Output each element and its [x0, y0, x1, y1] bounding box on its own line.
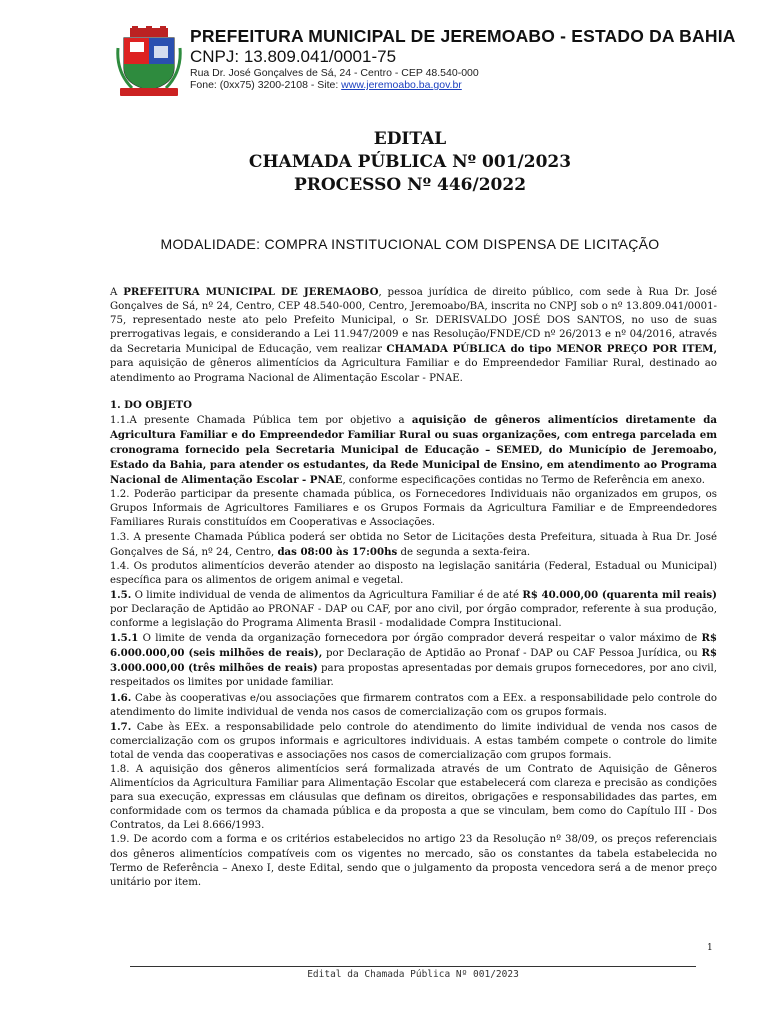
page-number: 1	[707, 943, 713, 953]
section-heading: 1. DO OBJETO	[110, 398, 192, 411]
header-title: PREFEITURA MUNICIPAL DE JEREMOABO - ESTADO DA BAHIA	[190, 26, 736, 46]
paragraph-1-6: 1.6. Cabe às cooperativas e/ou associações que firmarem contratos com a EEx. a responsabilidade pelo controle do atendimento do limite individual de venda nos casos de comercialização com os grupos formais.	[110, 691, 717, 718]
footer-text: Edital da Chamada Pública Nº 001/2023	[307, 969, 519, 980]
letterhead	[116, 26, 736, 96]
header-phone: Fone: (0xx75) 3200-2108 - Site:	[190, 79, 342, 91]
paragraph-1-4: 1.4. Os produtos alimentícios deverão atender ao disposto na legislação sanitária (Federal, Estadual ou Municipal) específica para os alimentos de origem animal e vegetal.	[110, 560, 717, 586]
header-cnpj: CNPJ: 13.809.041/0001-75	[190, 47, 397, 66]
paragraph-1-8: 1.8. A aquisição dos gêneros alimentícios será formalizada através de um Contrato de Aquisição de Gêneros Alimentícios da Agricultura Familiar para Alimentação Escolar que estabelecerá com clareza e precisão as condições para sua execução, expressas em cláusulas que definam os direitos, obrigações e responsabilidades das partes, em conformidade com os termos da chamada pública e da proposta a que se vinculam, bem como do Capítulo III - Dos Contratos, da Lei 8.666/1993.	[110, 764, 717, 832]
intro-paragraph: A PREFEITURA MUNICIPAL DE JEREMAOBO, pessoa jurídica de direito público, com sede à Rua Dr. José Gonçalves de Sá, nº 24, Centro, CEP 48.540-000, Centro, Jeremoabo/BA, inscrita no CNPJ sob o nº 13.809.041/0001-75, representado neste ato pelo Prefeito Municipal, o Sr. DERISVALDO JOSÉ DOS SANTOS, no uso de suas prerrogativas legais, e considerando a Lei 11.947/2009 e nas Resolução/FNDE/CD nº 26/2013 e nº 04/2016, através da Secretaria Municipal de Educação, vem realizar CHAMADA PÚBLICA do tipo MENOR PREÇO POR ITEM, para aquisição de gêneros alimentícios da Agricultura Familiar e do Empreendedor Familiar Rural, destinado ao atendimento ao Programa Nacional de Alimentação Escolar - PNAE.	[110, 286, 717, 384]
header-address: Rua Dr. José Gonçalves de Sá, 24 - Centro - CEP 48.540-000	[190, 67, 479, 79]
title-edital: EDITAL	[373, 129, 447, 149]
header-site-link[interactable]: www.jeremoabo.ba.gov.br	[341, 79, 462, 91]
paragraph-1-9: 1.9. De acordo com a forma e os critérios estabelecidos no artigo 23 da Resolução nº 38/09, os preços referenciais dos gêneros alimentícios compatíveis com os vigentes no mercado, são os constantes da tabela estabelecida no Termo de Referência – Anexo I, deste Edital, sendo que o julgamento da proposta vencedora será a de menor preço unitário por item.	[110, 834, 717, 888]
paragraph-1-5-1: 1.5.1 O limite de venda da organização fornecedora por órgão comprador deverá respeitar o valor máximo de R$ 6.000.000,00 (seis milhões de reais), por Declaração de Aptidão ao Pronaf - DAP ou CAF Pessoa Jurídica, ou R$ 3.000.000,00 (três milhões de reais) para propostas apresentadas por demais grupos fornecedores, por ano civil, respeitados os limites por unidade familiar.	[110, 632, 717, 689]
document-body	[110, 285, 717, 890]
document-titles	[0, 128, 770, 197]
paragraph-1-7: 1.7. Cabe às EEx. a responsabilidade pelo controle do atendimento do limite individual de venda nos casos de comercialização com os grupos informais e agricultores individuais. A estas também compete o controle do limite total de venda das cooperativas e associações nos casos de comercialização com grupos formais.	[110, 720, 717, 761]
paragraph-1-1: 1.1.A presente Chamada Pública tem por objetivo a aquisição de gêneros alimentícios diretamente da Agricultura Familiar e do Empreendedor Familiar Rural ou suas organizações, com entrega parcelada em cronograma fornecido pela Secretaria Municipal de Educação – SEMED, do Município de Jeremoabo, Estado da Bahia, para atender os estudantes, da Rede Municipal de Ensino, em atendimento ao Programa Nacional de Alimentação Escolar - PNAE, conforme especificações contidas no Termo de Referência em anexo.	[110, 413, 717, 487]
modalidade-heading: MODALIDADE: COMPRA INSTITUCIONAL COM DISPENSA DE LICITAÇÃO	[160, 236, 660, 252]
municipal-crest-icon	[116, 26, 182, 98]
title-processo: PROCESSO Nº 446/2022	[293, 175, 527, 195]
title-chamada: CHAMADA PÚBLICA Nº 001/2023	[248, 152, 572, 172]
paragraph-1-3: 1.3. A presente Chamada Pública poderá ser obtida no Setor de Licitações desta Prefeitura, situada à Rua Dr. José Gonçalves de Sá, nº 24, Centro, das 08:00 às 17:00hs de segunda a sexta-feira.	[110, 531, 717, 558]
paragraph-1-2: 1.2. Poderão participar da presente chamada pública, os Fornecedores Individuais não organizados em grupos, os Grupos Informais de Agricultores Familiares e os Grupos Formais da Agricultura Familiar e de Empreendedores Familiares Rurais constituídos em Cooperativas e Associações.	[110, 489, 717, 529]
header-contact	[190, 79, 462, 91]
paragraph-1-5: 1.5. O limite individual de venda de alimentos da Agricultura Familiar é de até R$ 40.000,00 (quarenta mil reais) por Declaração de Aptidão ao PRONAF - DAP ou CAF, por ano civil, por órgão comprador, referente à sua produção, conforme a legislação do Programa Alimenta Brasil - modalidade Compra Institucional.	[110, 588, 717, 630]
footer-divider	[130, 966, 696, 967]
